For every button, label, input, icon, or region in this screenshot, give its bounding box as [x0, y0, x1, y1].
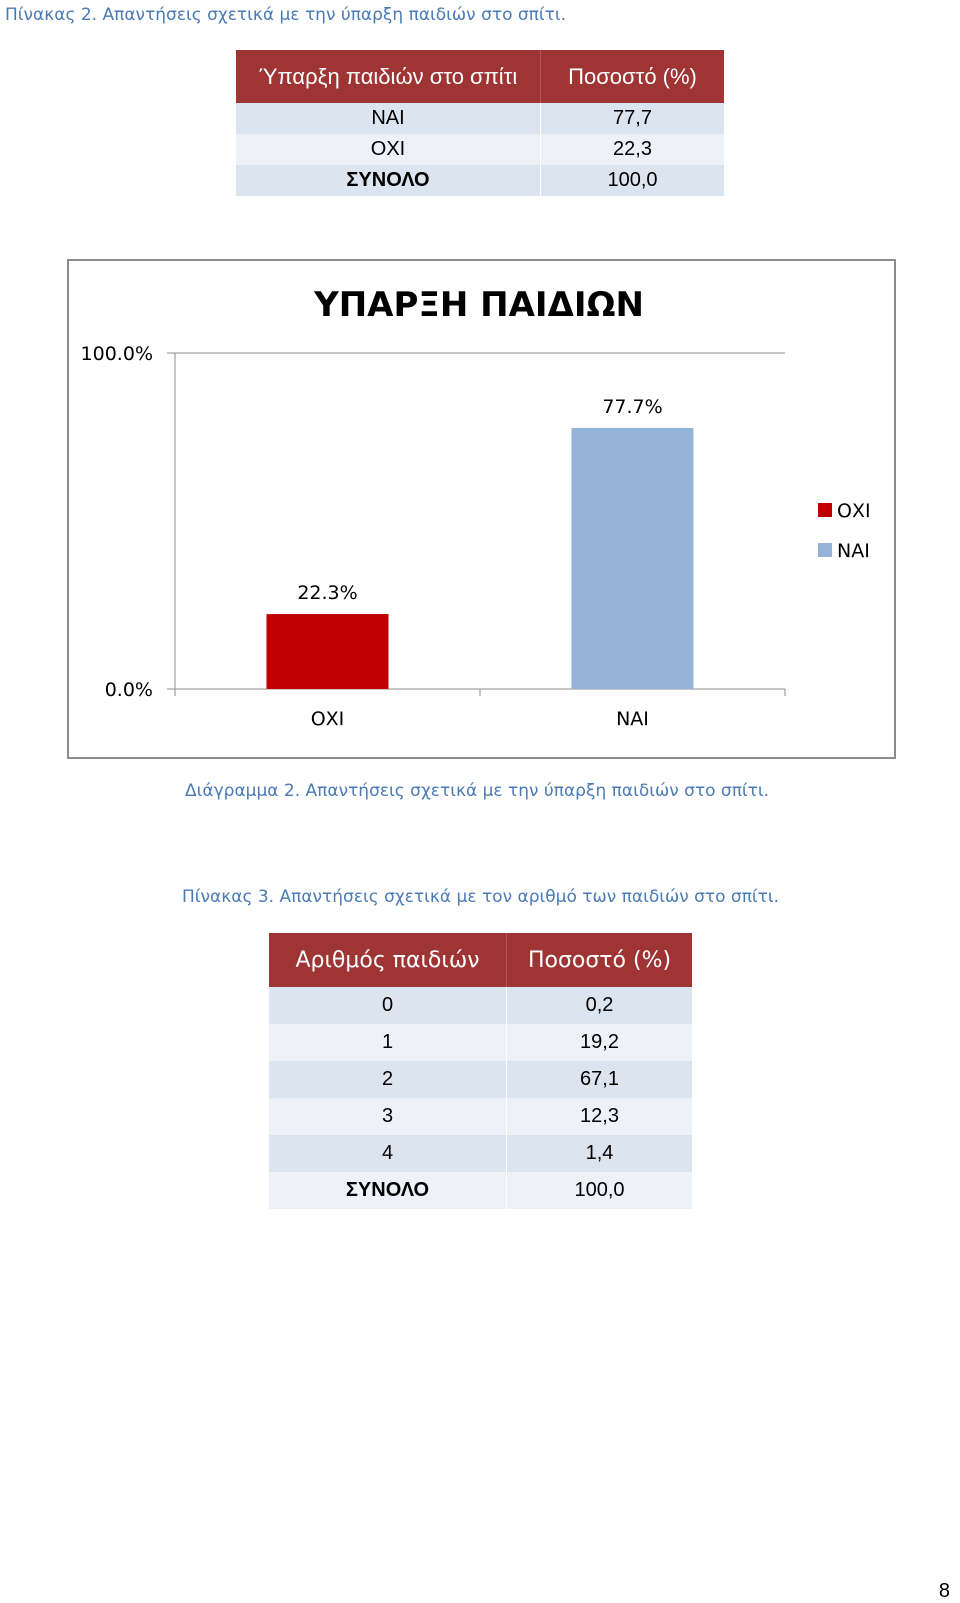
legend-label: ΟΧΙ	[837, 500, 871, 522]
table-row	[269, 1024, 692, 1061]
table-cell: 19,2	[507, 1024, 693, 1061]
legend-swatch	[818, 543, 832, 557]
table-cell: 3	[269, 1098, 507, 1135]
data-label: 22.3%	[297, 582, 358, 605]
table-cell: 77,7	[541, 103, 725, 134]
page-number: 8	[938, 1580, 950, 1602]
legend-label: ΝΑΙ	[837, 540, 870, 562]
table-cell: 0	[269, 987, 507, 1024]
table-cell: ΣΥΝΟΛΟ	[236, 165, 541, 196]
table-row	[236, 103, 724, 134]
x-tick-label: ΝΑΙ	[616, 708, 649, 730]
table3-caption: Πίνακας 3. Απαντήσεις σχετικά με τον αριθμό των παιδιών στο σπίτι.	[182, 887, 780, 907]
column-header: Ύπαρξη παιδιών στο σπίτι	[236, 50, 541, 103]
table-cell: 4	[269, 1135, 507, 1172]
table-cell: 22,3	[541, 134, 725, 165]
table-cell: 1	[269, 1024, 507, 1061]
table-total-row	[269, 1172, 692, 1209]
table-cell: ΝΑΙ	[236, 103, 541, 134]
children-existence-table	[236, 50, 724, 196]
table-cell: 0,2	[507, 987, 693, 1024]
bar-chart	[67, 259, 896, 759]
table-total-row	[236, 165, 724, 196]
table-cell: 12,3	[507, 1098, 693, 1135]
table-header-row	[269, 933, 692, 987]
column-header: Αριθμός παιδιών	[269, 933, 507, 987]
table-cell: 1,4	[507, 1135, 693, 1172]
table-cell: 67,1	[507, 1061, 693, 1098]
bar-chart-svg	[69, 261, 894, 757]
legend-swatch	[818, 503, 832, 517]
table-cell: 100,0	[541, 165, 725, 196]
chart-title: ΥΠΑΡΞΗ ΠΑΙΔΙΩΝ	[314, 285, 644, 325]
bar	[267, 614, 389, 689]
data-label: 77.7%	[602, 395, 663, 418]
table-cell: 100,0	[507, 1172, 693, 1209]
chart-caption: Διάγραμμα 2. Απαντήσεις σχετικά με την ύπαρξη παιδιών στο σπίτι.	[185, 781, 770, 801]
table-header-row	[236, 50, 724, 103]
table2-caption: Πίνακας 2. Απαντήσεις σχετικά με την ύπαρξη παιδιών στο σπίτι.	[5, 5, 567, 25]
bar	[572, 428, 694, 689]
table-row	[269, 987, 692, 1024]
table-cell: 2	[269, 1061, 507, 1098]
x-tick-label: ΟΧΙ	[310, 708, 345, 730]
table-row	[269, 1098, 692, 1135]
y-tick-label: 0.0%	[104, 679, 153, 701]
table-row	[269, 1135, 692, 1172]
children-count-table	[269, 933, 692, 1209]
y-tick-label: 100.0%	[80, 343, 153, 365]
table-row	[269, 1061, 692, 1098]
table-cell: ΟΧΙ	[236, 134, 541, 165]
column-header: Ποσοστό (%)	[507, 933, 693, 987]
table-row	[236, 134, 724, 165]
table-cell: ΣΥΝΟΛΟ	[269, 1172, 507, 1209]
column-header: Ποσοστό (%)	[541, 50, 725, 103]
